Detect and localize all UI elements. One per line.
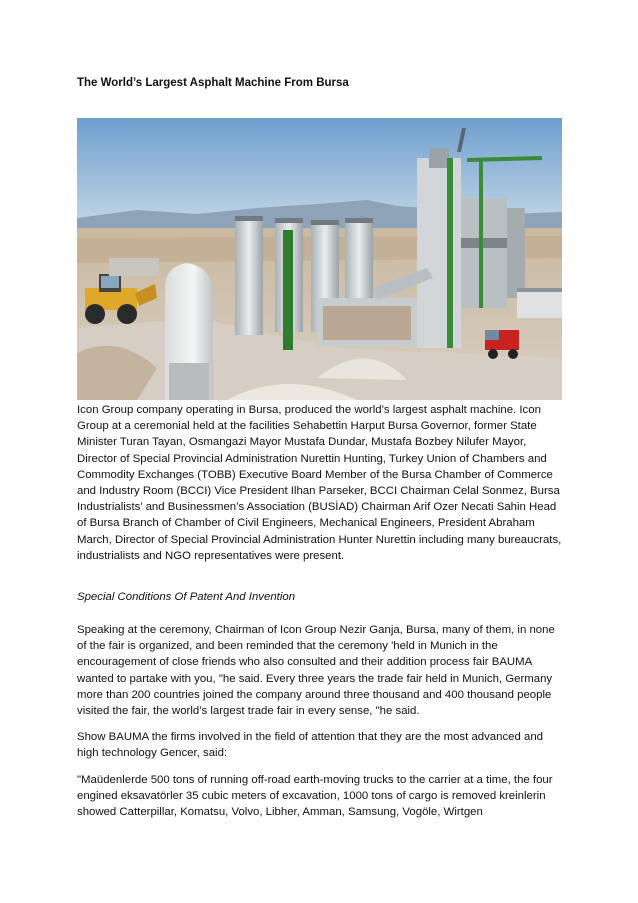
asphalt-plant-photo xyxy=(77,118,562,400)
section-subheading: Special Conditions Of Patent And Invention xyxy=(77,591,296,603)
ceremony-paragraph: Speaking at the ceremony, Chairman of Icon Group Nezir Ganja, Bursa, many of them, in none of the fair is organized, and been reminded that the ceremony 'held in Munich in the encouragement of close friends who also consulted and their addition process fair BAUMA wanted to partake with you, "he said. Every three years the trade fair held in Munich, Germany more than 200 countries joined the company around three thousand and 400 thousand people visited the fair, the world’s largest trade fair in every sense, "he said. xyxy=(77,624,555,718)
intro-paragraph: Icon Group company operating in Bursa, produced the world’s largest asphalt machine. Icon Group at a ceremonial held at the facilities Sehabettin Harput Bursa Governor, former State Minister Turan Tayan, Osmangazi Mayor Mustafa Dundar, Mustafa Bozbey Nilufer Mayor, Director of Special Provincial Administration Nurettin Hunting, Turkey Union of Chambers and Commodity Exchanges (TOBB) Executive Board Member of the Bursa Chamber of Commerce and Industry Room (BCCI) Vice President Ilhan Parseker, BCCI Chairman Celal Sonmez, Bursa Industrialists’ and Businessmen’s Association (BUSİAD) Chairman Arif Ozer Necati Sahin Head of Bursa Branch of Chamber of Civil Engineers, Mechanical Engineers, President Abraham March, Director of Special Provincial Administration Hunter Nurettin including many bureaucrats, industrialists and NGO representatives were present. xyxy=(77,404,562,562)
article-title: The World’s Largest Asphalt Machine From Bursa xyxy=(77,77,349,89)
quote-paragraph: "Maüdenlerde 500 tons of running off-road earth-moving trucks to the carrier at a time, the four engined eksavatörler 35 cubic meters of excavation, 1000 tons of cargo is removed kreinlerin showed Catterpillar, Komatsu, Volvo, Libher, Amman, Samsung, Vogöle, Wirtgen xyxy=(77,774,553,819)
bauma-paragraph: Show BAUMA the firms involved in the field of attention that they are the most advanced and high technology Gencer, said: xyxy=(77,731,544,760)
